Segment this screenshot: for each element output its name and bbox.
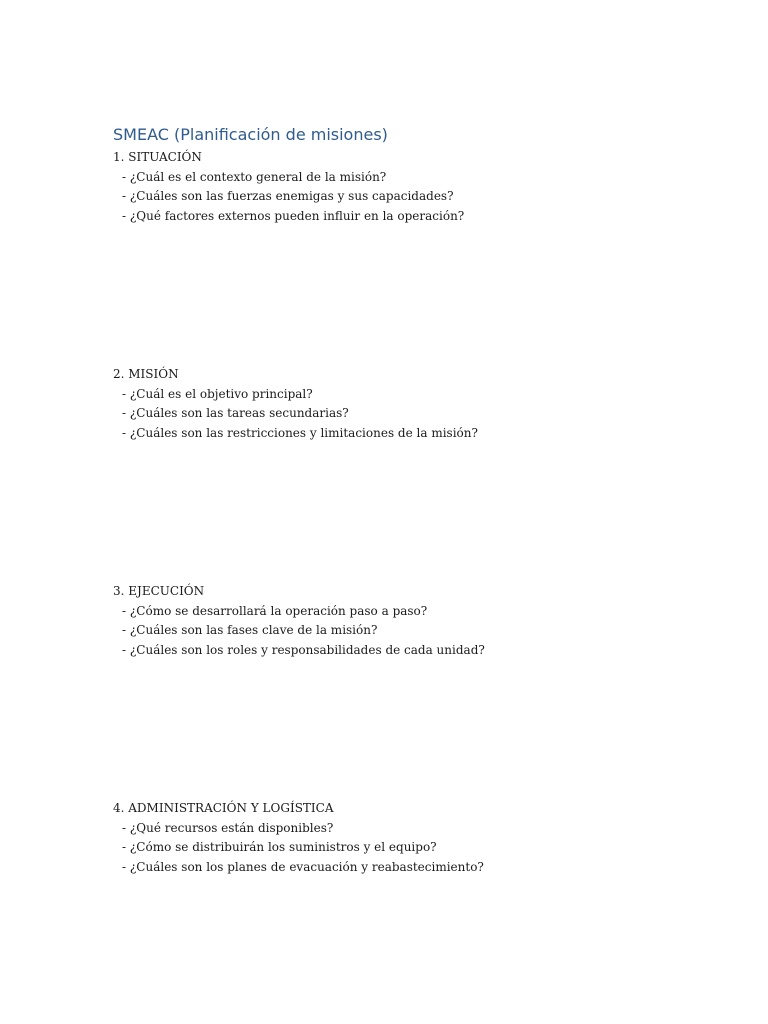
question-item: - ¿Cuáles son las fuerzas enemigas y sus capacidades? (122, 189, 454, 203)
question-item: - ¿Cuáles son los roles y responsabilidades de cada unidad? (122, 642, 485, 657)
question-item: - ¿Qué factores externos pueden influir en la operación? (122, 208, 465, 223)
section-heading: 4. ADMINISTRACIÓN Y LOGÍSTICA (113, 801, 334, 815)
question-item: - ¿Cuáles son los planes de evacuación y reabastecimiento? (122, 859, 484, 874)
question-item: - ¿Cuáles son las tareas secundarias? (122, 406, 349, 420)
question-item: - ¿Cómo se distribuirán los suministros y el equipo? (122, 840, 437, 854)
question-item: - ¿Cuál es el contexto general de la misión? (122, 169, 387, 184)
section-heading: 1. SITUACIÓN (113, 150, 202, 164)
question-item: - ¿Cuáles son las restricciones y limitaciones de la misión? (122, 425, 478, 440)
section-ejecucion (113, 582, 485, 660)
section-situacion (113, 148, 464, 226)
section-mision (113, 365, 478, 443)
section-heading: 2. MISIÓN (113, 367, 179, 381)
page-title: SMEAC (Planificación de misiones) (113, 125, 388, 144)
section-administracion-logistica (113, 799, 484, 877)
question-item: - ¿Cómo se desarrollará la operación paso a paso? (122, 603, 428, 618)
question-item: - ¿Cuál es el objetivo principal? (122, 386, 313, 401)
section-heading: 3. EJECUCIÓN (113, 584, 205, 598)
question-item: - ¿Cuáles son las fases clave de la misión? (122, 623, 378, 637)
question-item: - ¿Qué recursos están disponibles? (122, 820, 334, 835)
